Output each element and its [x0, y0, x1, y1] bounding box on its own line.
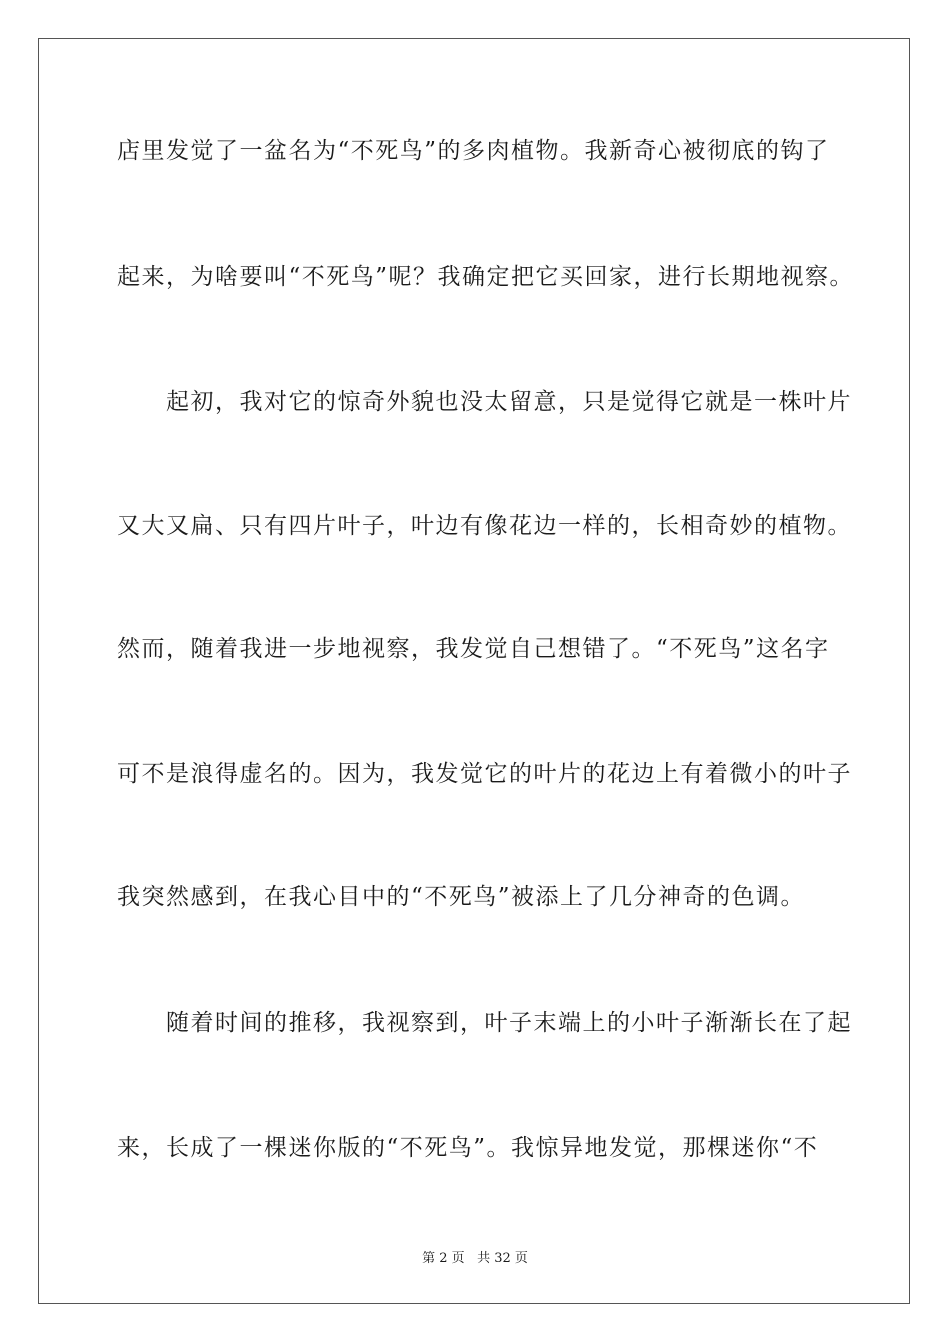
- text-line-4: 又大又扁、只有四片叶子，叶边有像花边一样的，长相奇妙的植物。: [117, 513, 852, 539]
- text-line-8: 随着时间的推移，我视察到，叶子末端上的小叶子渐渐长在了起: [117, 1010, 852, 1036]
- page-number: 第 2 页: [422, 1251, 465, 1266]
- text-line-5: 然而，随着我进一步地视察，我发觉自己想错了。“不死鸟”这名字: [117, 636, 830, 662]
- text-line-2: 起来，为啥要叫“不死鸟”呢？我确定把它买回家，进行长期地视察。: [117, 264, 855, 290]
- page-frame: [38, 38, 910, 1304]
- text-line-1: 店里发觉了一盆名为“不死鸟”的多肉植物。我新奇心被彻底的钩了: [117, 138, 830, 164]
- text-line-6: 可不是浪得虚名的。因为，我发觉它的叶片的花边上有着微小的叶子: [117, 761, 852, 787]
- text-line-3: 起初，我对它的惊奇外貌也没太留意，只是觉得它就是一株叶片: [117, 389, 852, 415]
- text-line-9: 来，长成了一棵迷你版的“不死鸟”。我惊异地发觉，那棵迷你“不: [117, 1135, 819, 1161]
- page-footer: [0, 1247, 950, 1266]
- page-total: 共 32 页: [477, 1251, 528, 1266]
- text-line-7: 我突然感到，在我心目中的“不死鸟”被添上了几分神奇的色调。: [117, 884, 806, 910]
